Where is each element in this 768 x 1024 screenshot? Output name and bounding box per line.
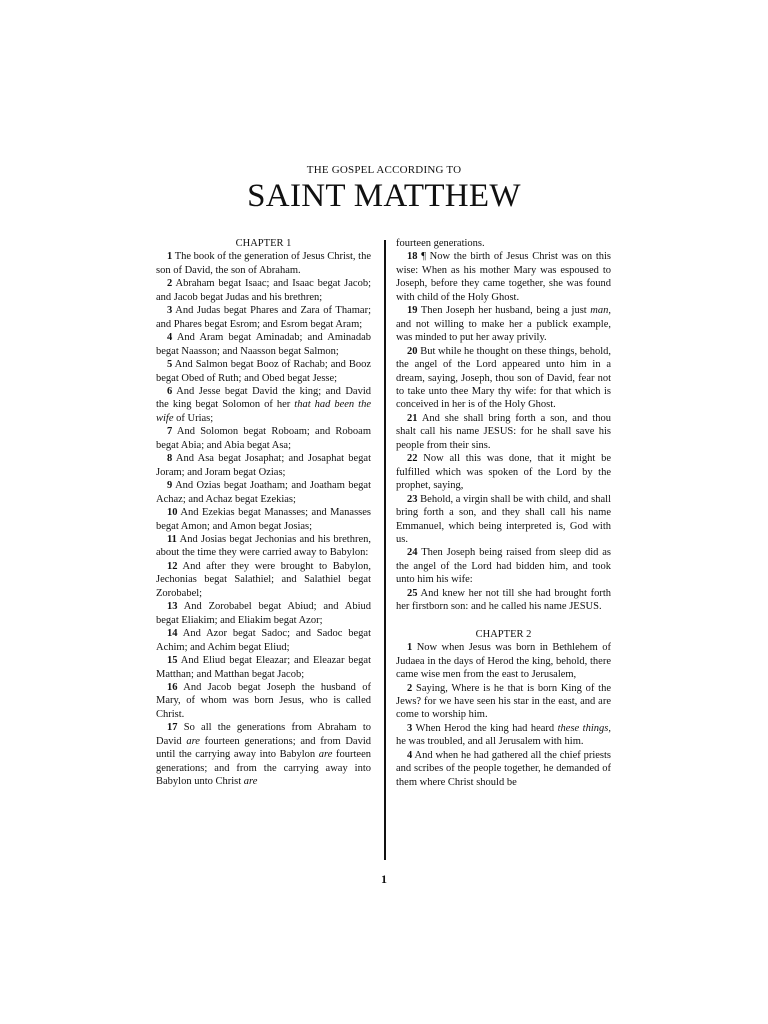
verse-text-italic: that had been the wife	[156, 399, 371, 424]
verse-number: 14	[167, 628, 178, 640]
verse	[396, 641, 611, 681]
verse-text-italic: are	[318, 749, 333, 761]
verse-text: And Judas begat Phares and Zara of Thamar; and Phares begat Esrom; and Esrom begat Aram;	[156, 305, 372, 330]
verse	[156, 533, 371, 560]
verse-text: But while he thought on these things, behold, the angel of the Lord appeared unto him in a dream, saying, Joseph, thou son of David, fear not to take unto thee Mary thy wife: for that which is conceived in her is of the Holy Ghost.	[396, 345, 611, 411]
verse-text: ¶ Now the birth of Jesus Christ was on this wise: When as his mother Mary was espoused to Joseph, before they came together, she was found with child of the Holy Ghost.	[396, 251, 612, 303]
verse	[156, 331, 371, 358]
verse-text: And Azor begat Sadoc; and Sadoc begat Achim; and Achim begat Eliud;	[156, 628, 372, 653]
verse-text: , he was troubled, and all Jerusalem with him.	[396, 722, 611, 748]
verse	[156, 425, 371, 452]
verse-text: So all the generations from Abraham to David	[156, 722, 371, 747]
verse	[156, 681, 371, 721]
verse	[396, 722, 611, 749]
verse	[156, 385, 371, 425]
verse	[156, 627, 371, 654]
verse-text: of Urias;	[173, 412, 214, 424]
chapter-heading: CHAPTER 2	[475, 628, 532, 640]
verse-list	[396, 250, 611, 613]
right-column	[396, 237, 611, 789]
verse-text: And Eliud begat Eleazar; and Eleazar begat Matthan; and Matthan begat Jacob;	[156, 655, 372, 680]
verse	[396, 749, 611, 789]
verse-number: 4	[167, 332, 173, 344]
verse-number: 2	[167, 278, 173, 290]
verse-number: 6	[167, 385, 173, 397]
verse-number: 23	[407, 493, 418, 505]
verse-text: And Solomon begat Roboam; and Roboam begat Abia; and Abia begat Asa;	[156, 426, 371, 451]
book-title: SAINT MATTHEW	[247, 178, 521, 214]
verse-number: 13	[167, 601, 178, 613]
verse-number: 3	[407, 722, 413, 734]
verse-text-italic: man	[590, 305, 609, 317]
verse-number: 3	[167, 305, 173, 317]
left-column	[156, 237, 371, 789]
verse-text: And Salmon begat Booz of Rachab; and Booz begat Obed of Ruth; and Obed begat Jesse;	[156, 359, 372, 384]
verse	[156, 654, 371, 681]
verse-continuation: fourteen generations.	[396, 238, 485, 249]
verse-number: 5	[167, 359, 173, 371]
verse-number: 11	[167, 533, 177, 545]
book-supertitle: THE GOSPEL ACCORDING TO	[306, 164, 462, 176]
verse-number: 2	[407, 682, 413, 694]
verse-number: 20	[407, 345, 418, 357]
verse	[156, 277, 371, 304]
verse	[156, 479, 371, 506]
verse	[156, 721, 371, 788]
verse-text: And Asa begat Josaphat; and Josaphat begat Joram; and Joram begat Ozias;	[156, 453, 371, 478]
verse	[156, 600, 371, 627]
verse	[396, 345, 611, 412]
verse	[396, 493, 611, 547]
verse-list	[396, 641, 611, 789]
verse-text: And Josias begat Jechonias and his brethren, about the time they were carried away to Babylon:	[156, 533, 372, 559]
verse	[396, 412, 611, 452]
verse-text: And knew her not till she had brought forth her firstborn son: and he called his name JESUS.	[396, 587, 611, 613]
verse-number: 1	[167, 251, 173, 263]
verse-text: And she shall bring forth a son, and thou shalt call his name JESUS: for he shall save his people from their sins.	[396, 412, 612, 451]
verse-text: And Zorobabel begat Abiud; and Abiud begat Eliakim; and Eliakim begat Azor;	[156, 601, 371, 626]
verse	[396, 452, 611, 492]
verse-text: When Herod the king had heard	[415, 722, 558, 734]
verse-text: fourteen generations; and from David until the carrying away into Babylon	[156, 735, 371, 761]
verse-text: Now when Jesus was born in Bethlehem of Judaea in the days of Herod the king, behold, there came wise men from the east to Jerusalem,	[396, 642, 611, 681]
verse	[156, 560, 371, 600]
verse	[156, 506, 371, 533]
verse-number: 18	[407, 251, 418, 263]
verse-text: And Ozias begat Joatham; and Joatham begat Achaz; and Achaz begat Ezekias;	[156, 480, 372, 505]
verse-text-italic: are	[186, 735, 200, 747]
verse-number: 10	[167, 507, 178, 519]
verse-text: And after they were brought to Babylon, Jechonias begat Salathiel; and Salathiel begat Zorobabel;	[156, 560, 371, 599]
page-number: 1	[381, 872, 387, 886]
verse	[396, 546, 611, 586]
verse-number: 21	[407, 412, 418, 424]
column-divider	[384, 240, 386, 860]
verse-number: 19	[407, 305, 418, 317]
verse-number: 17	[167, 722, 178, 734]
verse-number: 4	[407, 749, 413, 761]
verse-text: Saying, Where is he that is born King of the Jews? for we have seen his star in the east, and are come to worship him.	[396, 682, 611, 721]
verse-text: Behold, a virgin shall be with child, and shall bring forth a son, and they shall call his name Emmanuel, which being interpreted is, God with us.	[396, 493, 612, 545]
verse-text: Now all this was done, that it might be fulfilled which was spoken of the Lord by the prophet, saying,	[396, 453, 612, 492]
verse-number: 8	[167, 453, 173, 465]
verse-text: Abraham begat Isaac; and Isaac begat Jacob; and Jacob begat Judas and his brethren;	[156, 278, 372, 303]
verse-text: fourteen generations; and from the carrying away into Babylon unto Christ	[156, 749, 371, 788]
verse-number: 22	[407, 453, 418, 465]
verse	[156, 304, 371, 331]
verse	[156, 452, 371, 479]
verse-list	[156, 250, 371, 788]
verse	[156, 250, 371, 277]
verse-text: Then Joseph being raised from sleep did as the angel of the Lord had bidden him, and took unto him his wife:	[396, 547, 611, 586]
verse-text: And Jesse begat David the king; and David the king begat Solomon of her	[156, 385, 372, 411]
verse-text: , and not willing to make her a publick example, was minded to put her away privily.	[396, 305, 611, 344]
verse-number: 25	[407, 587, 418, 599]
chapter-heading: CHAPTER 1	[235, 238, 292, 249]
verse-text: Then Joseph her husband, being a just	[420, 305, 591, 317]
verse-number: 15	[167, 655, 178, 667]
verse	[396, 682, 611, 722]
verse	[396, 587, 611, 614]
verse-number: 9	[167, 480, 173, 492]
verse-text-italic: are	[243, 776, 258, 788]
verse-number: 24	[407, 547, 418, 559]
verse-text: And Aram begat Aminadab; and Aminadab begat Naasson; and Naasson begat Salmon;	[156, 332, 372, 357]
verse-text: And when he had gathered all the chief priests and scribes of the people together, he demanded of them where Christ should be	[396, 749, 612, 788]
verse-text: And Jacob begat Joseph the husband of Mary, of whom was born Jesus, who is called Christ.	[156, 681, 371, 720]
verse-number: 16	[167, 681, 178, 693]
verse	[156, 358, 371, 385]
verse	[396, 304, 611, 344]
verse-number: 1	[407, 642, 413, 654]
verse-text: And Ezekias begat Manasses; and Manasses begat Amon; and Amon begat Josias;	[156, 507, 372, 532]
verse-text-italic: these things	[557, 722, 609, 734]
verse-number: 7	[167, 426, 173, 438]
verse	[396, 250, 611, 304]
verse-text: The book of the generation of Jesus Christ, the son of David, the son of Abraham.	[156, 251, 372, 276]
verse-number: 12	[167, 560, 178, 572]
